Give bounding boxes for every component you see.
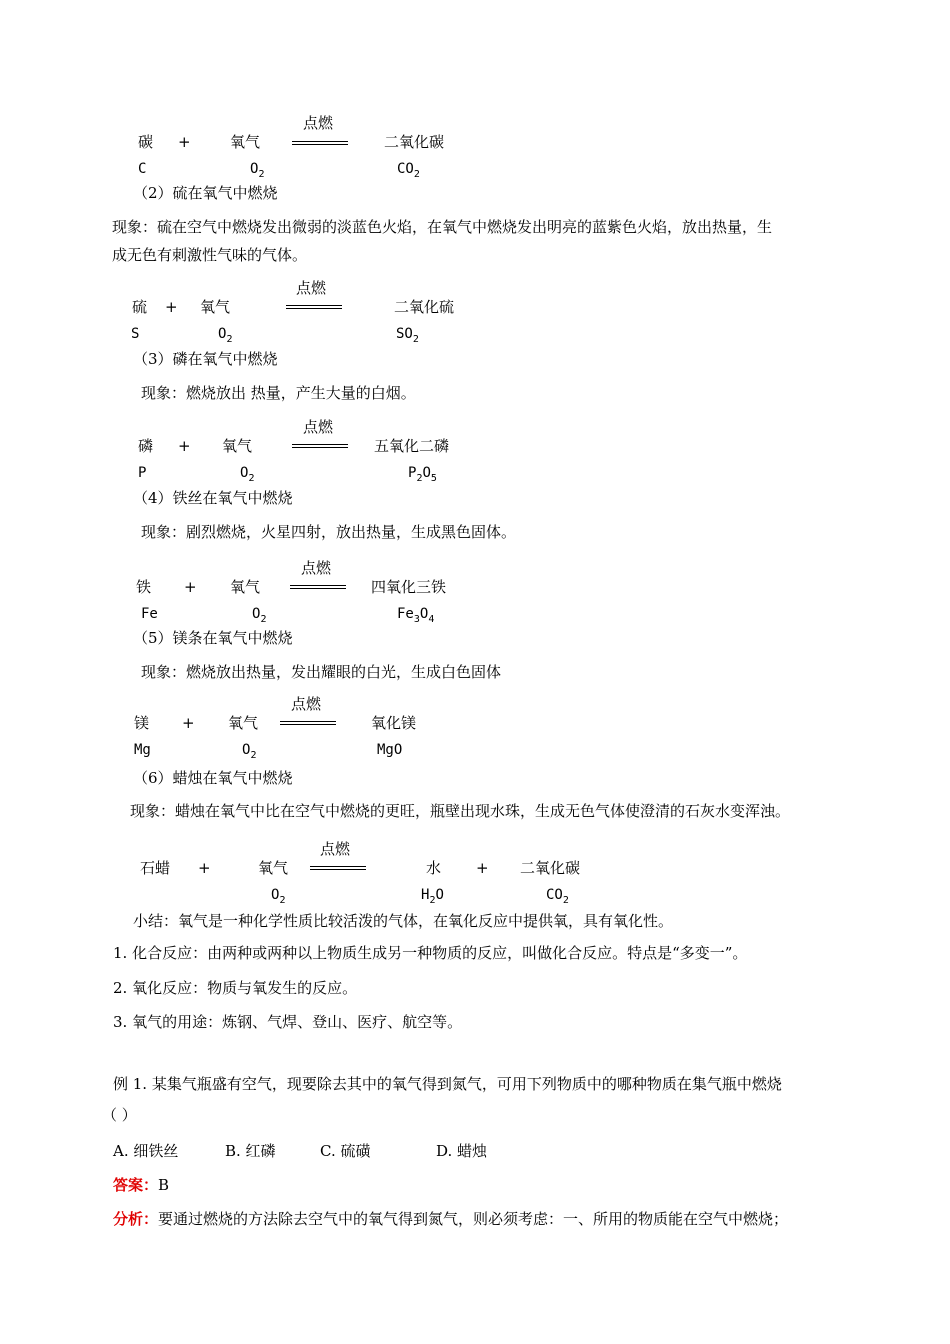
symbol-2: $O_2$	[271, 887, 286, 906]
condition-label: 点燃	[291, 695, 322, 713]
reactant-2: 氧气	[200, 298, 231, 316]
symbol-1: S	[131, 326, 140, 342]
reactant-1: 硫	[132, 298, 148, 316]
reactant-1: 镁	[134, 714, 150, 732]
reactant-2: 氧气	[230, 133, 261, 151]
reactant-2: 氧气	[222, 437, 253, 455]
symbol-1: P	[138, 465, 147, 481]
reactant-1: 磷	[138, 437, 154, 455]
reactant-1: 碳	[138, 133, 154, 151]
section-2-phenomenon-line2: 成无色有刺激性气味的气体。	[112, 246, 308, 264]
section-4-phenomenon: 现象：剧烈燃烧，火星四射，放出热量，生成黑色固体。	[141, 523, 517, 541]
condition-label: 点燃	[296, 279, 327, 297]
reaction-bar	[310, 866, 366, 870]
section-6-heading: （6）蜡烛在氧气中燃烧	[133, 769, 293, 787]
option-c: C. 硫磺	[320, 1142, 371, 1160]
example-question-line1: 例 1. 某集气瓶盛有空气，现要除去其中的氧气得到氮气，可用下列物质中的哪种物质在集气瓶中燃烧	[113, 1075, 782, 1093]
symbol-2: $O_2$	[240, 465, 255, 484]
product-symbol: $P_2O_5$	[408, 465, 437, 484]
plus-sign: +	[184, 578, 197, 596]
section-6-phenomenon: 现象：蜡烛在氧气中比在空气中燃烧的更旺，瓶壁出现水珠，生成无色气体使澄清的石灰水变浑浊。	[130, 802, 791, 820]
product-symbol: MgO	[377, 742, 403, 758]
example-question-line2: （ ）	[102, 1106, 137, 1124]
section-5-heading: （5）镁条在氧气中燃烧	[133, 629, 293, 647]
product-symbol: $CO_2$	[397, 161, 420, 180]
section-5-phenomenon: 现象：燃烧放出热量，发出耀眼的白光，生成白色固体	[141, 663, 502, 681]
product-symbol: $Fe_3O_4$	[397, 606, 435, 625]
condition-label: 点燃	[303, 418, 334, 436]
analysis-text: 要通过燃烧的方法除去空气中的氧气得到氮气，则必须考虑：一、所用的物质能在空气中燃烧；	[158, 1210, 789, 1228]
reaction-bar	[280, 721, 336, 725]
plus-sign: +	[178, 133, 191, 151]
reaction-bar	[292, 444, 348, 448]
product: 二氧化碳	[384, 133, 445, 151]
answer-label: 答案：	[113, 1176, 159, 1194]
summary: 小结：氧气是一种化学性质比较活泼的气体，在氧化反应中提供氧，具有氧化性。	[133, 912, 674, 930]
analysis-line	[113, 1208, 788, 1229]
symbol-1: C	[138, 161, 147, 177]
product: 二氧化硫	[394, 298, 455, 316]
section-2-phenomenon-line1: 现象：硫在空气中燃烧发出微弱的淡蓝色火焰，在氧气中燃烧发出明亮的蓝紫色火焰，放出热量，生	[112, 218, 773, 236]
reaction-bar	[286, 305, 342, 309]
answer-value: B	[158, 1176, 170, 1194]
plus-sign: +	[178, 437, 191, 455]
option-d: D. 蜡烛	[436, 1142, 488, 1160]
plus-sign: +	[198, 859, 211, 877]
symbol-2: $O_2$	[250, 161, 265, 180]
plus-sign: +	[165, 298, 178, 316]
reactant-2: 氧气	[228, 714, 259, 732]
condition-label: 点燃	[303, 114, 334, 132]
product: 五氧化二磷	[374, 437, 450, 455]
product-symbol: $SO_2$	[396, 326, 419, 345]
reactant-2: 氧气	[258, 859, 289, 877]
product: 四氧化三铁	[371, 578, 447, 596]
section-3-heading: （3）磷在氧气中燃烧	[133, 350, 278, 368]
symbol-2: $O_2$	[218, 326, 233, 345]
symbol-2: $O_2$	[252, 606, 267, 625]
point-1: 1. 化合反应：由两种或两种以上物质生成另一种物质的反应，叫做化合反应。特点是“多变一”。	[113, 944, 748, 962]
reactant-1: 石蜡	[140, 859, 171, 877]
option-b: B. 红磷	[225, 1142, 276, 1160]
reaction-bar	[290, 585, 346, 589]
product-1: 水	[426, 859, 442, 877]
reaction-bar	[292, 141, 348, 145]
condition-label: 点燃	[320, 840, 351, 858]
condition-label: 点燃	[301, 559, 332, 577]
reactant-2: 氧气	[230, 578, 261, 596]
symbol-1: Mg	[134, 742, 151, 758]
symbol-2: $O_2$	[242, 742, 257, 761]
option-a: A. 细铁丝	[113, 1142, 179, 1160]
product-2-symbol: $CO_2$	[546, 887, 569, 906]
product-1-symbol: $H_2O$	[421, 887, 444, 906]
answer-line	[113, 1174, 169, 1195]
section-3-phenomenon: 现象：燃烧放出 热量，产生大量的白烟。	[141, 384, 416, 402]
section-4-heading: （4）铁丝在氧气中燃烧	[133, 489, 293, 507]
plus-sign: +	[476, 859, 489, 877]
section-2-heading: （2）硫在氧气中燃烧	[133, 184, 278, 202]
symbol-1: Fe	[141, 606, 158, 622]
point-3: 3. 氧气的用途：炼钢、气焊、登山、医疗、航空等。	[113, 1013, 463, 1031]
product: 氧化镁	[371, 714, 417, 732]
plus-sign: +	[182, 714, 195, 732]
analysis-label: 分析：	[113, 1210, 159, 1228]
reactant-1: 铁	[136, 578, 152, 596]
point-2: 2. 氧化反应：物质与氧发生的反应。	[113, 979, 358, 997]
product-2: 二氧化碳	[520, 859, 581, 877]
